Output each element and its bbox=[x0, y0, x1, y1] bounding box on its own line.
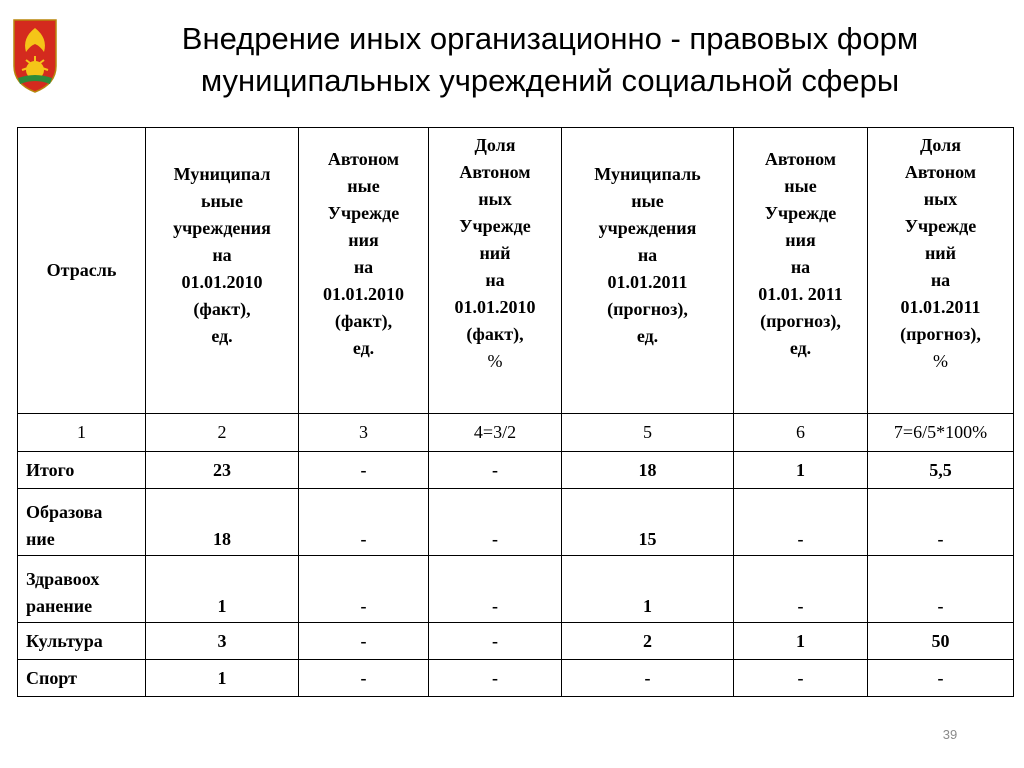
header-cell bbox=[146, 128, 299, 414]
header-cell bbox=[562, 128, 734, 414]
value-cell: - bbox=[299, 489, 429, 556]
value-cell: - bbox=[299, 452, 429, 489]
header-line: ед. bbox=[636, 326, 659, 346]
value-cell: 1 bbox=[734, 452, 868, 489]
institutions-table bbox=[17, 127, 1014, 697]
value-cell: - bbox=[429, 623, 562, 660]
header-line: % bbox=[487, 351, 503, 371]
value-cell: - bbox=[299, 623, 429, 660]
header-line: Учрежде bbox=[764, 203, 837, 223]
header-line: (прогноз), bbox=[607, 299, 688, 319]
table-row bbox=[18, 623, 1014, 660]
value-cell: 3 bbox=[146, 623, 299, 660]
header-line: Доля bbox=[474, 135, 516, 155]
table-row bbox=[18, 660, 1014, 697]
value-cell: 15 bbox=[562, 489, 734, 556]
header-line: (факт), bbox=[334, 311, 393, 331]
header-line: ные bbox=[784, 176, 817, 196]
header-line: ные bbox=[347, 176, 380, 196]
header-line: 01.01.2011 bbox=[900, 297, 981, 317]
header-line: Автоном bbox=[459, 162, 531, 182]
header-line: учреждения bbox=[598, 218, 697, 238]
slide-title-line-2: муниципальных учреждений социальной сферы bbox=[200, 63, 900, 98]
header-line: ед. bbox=[789, 338, 812, 358]
column-number-cell: 5 bbox=[562, 414, 734, 452]
value-cell: 2 bbox=[562, 623, 734, 660]
slide-title-line-1: Внедрение иных организационно - правовых форм bbox=[181, 21, 919, 56]
value-cell: 5,5 bbox=[868, 452, 1014, 489]
header-line: ных bbox=[923, 189, 958, 209]
column-number-cell: 1 bbox=[18, 414, 146, 452]
header-line: Учрежде bbox=[327, 203, 400, 223]
header-line: Муниципал bbox=[173, 164, 271, 184]
header-cell bbox=[868, 128, 1014, 414]
header-line: Доля bbox=[920, 135, 961, 155]
header-line: ьные bbox=[201, 191, 243, 211]
header-line: 01.01. 2011 bbox=[758, 284, 843, 304]
header-line: ед. bbox=[211, 326, 233, 346]
value-cell: 1 bbox=[146, 660, 299, 697]
branch-label: Спорт bbox=[26, 667, 77, 688]
header-line: ний bbox=[924, 243, 957, 263]
branch-label: Здравоох bbox=[26, 569, 100, 589]
value-cell: - bbox=[868, 660, 1014, 697]
value-cell: - bbox=[429, 556, 562, 623]
header-line: на bbox=[790, 257, 811, 277]
header-line: Автоном bbox=[904, 162, 977, 182]
column-number-row bbox=[18, 414, 1014, 452]
header-line: 01.01.2010 bbox=[181, 272, 263, 292]
header-line: Учрежде bbox=[904, 216, 977, 236]
value-cell: 1 bbox=[562, 556, 734, 623]
column-number-cell: 7=6/5*100% bbox=[868, 414, 1014, 452]
header-line: (факт), bbox=[193, 299, 251, 319]
header-line: на bbox=[930, 270, 951, 290]
table-header-row bbox=[18, 128, 1014, 414]
column-number-cell: 6 bbox=[734, 414, 868, 452]
branch-label: Образова bbox=[26, 502, 103, 522]
header-line: ния bbox=[348, 230, 379, 250]
value-cell: 18 bbox=[562, 452, 734, 489]
column-number-cell: 4=3/2 bbox=[429, 414, 562, 452]
header-line: ния bbox=[785, 230, 816, 250]
header-line: ний bbox=[479, 243, 511, 263]
value-cell: - bbox=[299, 660, 429, 697]
header-line: на bbox=[212, 245, 232, 265]
header-cell bbox=[299, 128, 429, 414]
branch-cell bbox=[18, 556, 146, 623]
branch-cell bbox=[18, 623, 146, 660]
branch-label: ние bbox=[26, 529, 55, 549]
branch-cell bbox=[18, 452, 146, 489]
branch-cell bbox=[18, 489, 146, 556]
header-line: Автоном bbox=[327, 149, 400, 169]
branch-label: Итого bbox=[26, 459, 75, 480]
header-line: (прогноз), bbox=[760, 311, 841, 331]
value-cell: 1 bbox=[734, 623, 868, 660]
header-line: 01.01.2011 bbox=[607, 272, 688, 292]
table-row bbox=[18, 489, 1014, 556]
column-number-cell: 2 bbox=[146, 414, 299, 452]
value-cell: - bbox=[299, 556, 429, 623]
slide-title bbox=[120, 18, 980, 102]
header-line: 01.01.2010 bbox=[454, 297, 536, 317]
branch-label: ранение bbox=[26, 596, 93, 616]
header-line: Автоном bbox=[764, 149, 837, 169]
value-cell: - bbox=[868, 556, 1014, 623]
value-cell: - bbox=[562, 660, 734, 697]
value-cell: - bbox=[429, 452, 562, 489]
header-line: ед. bbox=[352, 338, 375, 358]
value-cell: - bbox=[868, 489, 1014, 556]
column-number-cell: 3 bbox=[299, 414, 429, 452]
table-row bbox=[18, 556, 1014, 623]
header-line: Отрасль bbox=[46, 260, 117, 280]
value-cell: 1 bbox=[146, 556, 299, 623]
header-cell bbox=[18, 128, 146, 414]
header-line: (прогноз), bbox=[900, 324, 981, 344]
header-line: % bbox=[933, 351, 948, 371]
header-line: ных bbox=[478, 189, 512, 209]
header-cell bbox=[734, 128, 868, 414]
header-line: на bbox=[353, 257, 374, 277]
value-cell: - bbox=[429, 660, 562, 697]
value-cell: - bbox=[734, 489, 868, 556]
header-line: ные bbox=[631, 191, 664, 211]
header-line: (факт), bbox=[466, 324, 524, 344]
value-cell: 23 bbox=[146, 452, 299, 489]
value-cell: - bbox=[734, 556, 868, 623]
branch-label: Культура bbox=[26, 630, 103, 651]
header-line: 01.01.2010 bbox=[323, 284, 404, 304]
header-line: учреждения bbox=[173, 218, 271, 238]
table-row bbox=[18, 452, 1014, 489]
header-line: на bbox=[485, 270, 505, 290]
value-cell: 18 bbox=[146, 489, 299, 556]
header-cell bbox=[429, 128, 562, 414]
header-line: на bbox=[637, 245, 658, 265]
header-line: Учрежде bbox=[459, 216, 531, 236]
slide-page-number: 39 bbox=[942, 727, 958, 742]
branch-cell bbox=[18, 660, 146, 697]
value-cell: 50 bbox=[868, 623, 1014, 660]
coat-of-arms-icon bbox=[12, 18, 58, 94]
header-line: Муниципаль bbox=[594, 164, 701, 184]
value-cell: - bbox=[429, 489, 562, 556]
value-cell: - bbox=[734, 660, 868, 697]
